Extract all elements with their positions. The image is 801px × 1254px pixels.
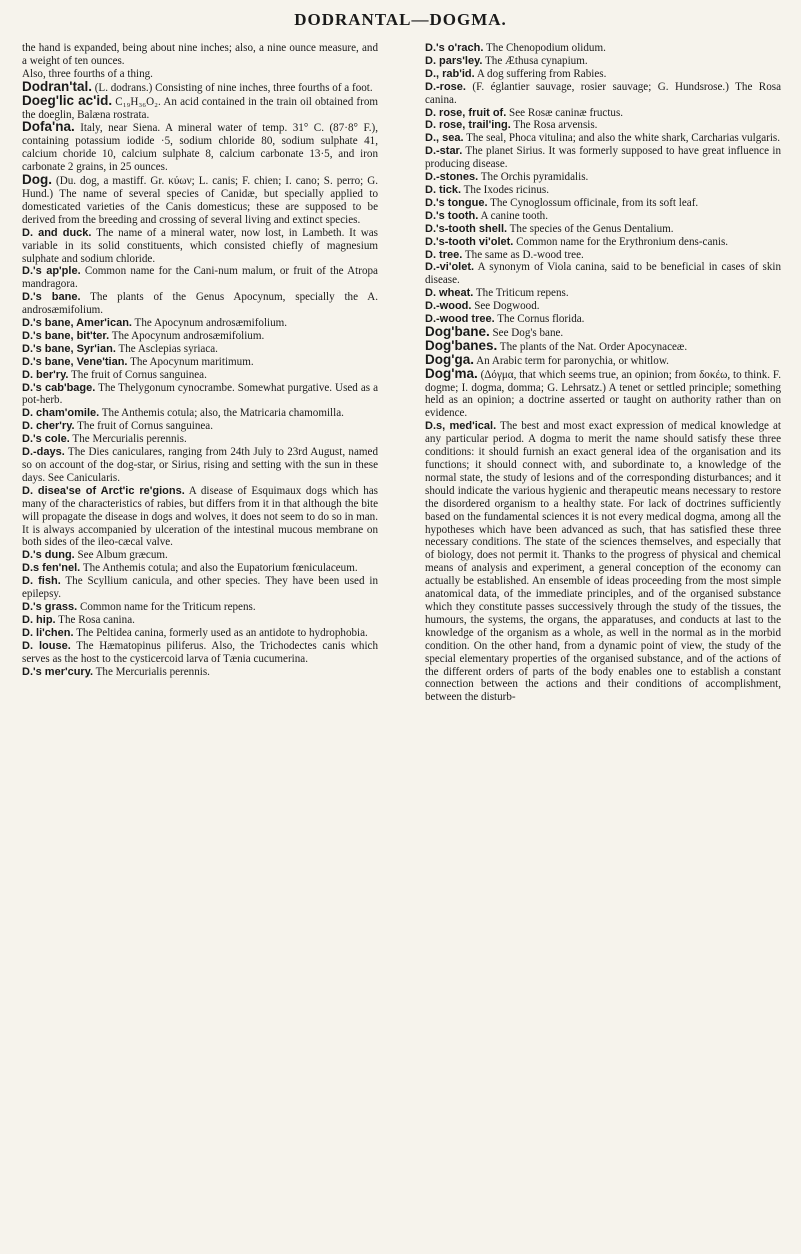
entry-definition: The planet Sirius. It was formerly supposed to have great influence in producing disease. bbox=[425, 145, 781, 171]
dictionary-entry bbox=[425, 42, 781, 55]
dictionary-entry bbox=[22, 420, 378, 433]
entry-headword: D.-stones. bbox=[425, 171, 479, 184]
dictionary-entry bbox=[22, 317, 378, 330]
entry-headword: D.-rose. bbox=[425, 80, 466, 93]
entry-headword: Dodran'tal. bbox=[22, 78, 92, 94]
entry-headword: D.-days. bbox=[22, 446, 65, 459]
entry-definition: The Scyllium canicula, and other species. They have been used in epilepsy. bbox=[22, 575, 378, 601]
entry-definition: See Dog's bane. bbox=[489, 326, 564, 339]
entry-definition: Common name for the Erythronium dens-canis. bbox=[513, 235, 729, 248]
entry-headword: D.'s tongue. bbox=[425, 196, 488, 209]
left-column bbox=[22, 42, 378, 678]
dictionary-entry bbox=[425, 420, 781, 704]
entry-definition: Also, three fourths of a thing. bbox=[22, 67, 153, 80]
dictionary-entry bbox=[425, 119, 781, 132]
entry-definition: The Mercurialis perennis. bbox=[93, 665, 210, 678]
entry-headword: D.-wood tree. bbox=[425, 313, 495, 326]
entry-headword: D., rab'id. bbox=[425, 67, 475, 80]
entry-headword: D.'s bane, Amer'ican. bbox=[22, 317, 132, 330]
dictionary-entry bbox=[22, 485, 378, 550]
dictionary-entry bbox=[22, 227, 378, 266]
entry-headword: D. pars'ley. bbox=[425, 54, 483, 67]
entry-definition: The Ixodes ricinus. bbox=[461, 183, 549, 196]
dictionary-entry bbox=[22, 265, 378, 291]
entry-headword: D. louse. bbox=[22, 639, 71, 652]
entry-definition: The name of a mineral water, now lost, in Lambeth. It was variable in its solid constituents, which consisted chiefly of magnesium sulphate and sodium chloride. bbox=[22, 226, 378, 265]
entry-headword: D. tree. bbox=[425, 248, 463, 261]
entry-headword: D.s fen'nel. bbox=[22, 562, 81, 575]
entry-headword: D. li'chen. bbox=[22, 626, 74, 639]
entry-definition: The Asclepias syriaca. bbox=[115, 342, 218, 355]
dictionary-entry bbox=[425, 236, 781, 249]
entry-headword: D.-vi'olet. bbox=[425, 261, 475, 274]
dictionary-entry bbox=[425, 197, 781, 210]
entry-headword: D. cham'omile. bbox=[22, 407, 100, 420]
entry-definition: The fruit of Cornus sanguinea. bbox=[74, 420, 213, 433]
entry-definition: See Rosæ caninæ fructus. bbox=[506, 106, 624, 119]
dictionary-entry bbox=[22, 174, 378, 227]
entry-headword: Dofa'na. bbox=[22, 119, 75, 135]
running-head: DODRANTAL—DOGMA. bbox=[294, 10, 507, 29]
dictionary-entry bbox=[22, 382, 378, 408]
entry-headword: D. and duck. bbox=[22, 226, 92, 239]
entry-definition: The species of the Genus Dentalium. bbox=[507, 222, 674, 235]
entry-headword: D.'s-tooth shell. bbox=[425, 222, 508, 235]
entry-headword: D.'s cole. bbox=[22, 433, 70, 446]
entry-definition: The Æthusa cynapium. bbox=[482, 54, 588, 67]
dictionary-entry bbox=[22, 666, 378, 679]
entry-definition: (L. dodrans.) Consisting of nine inches, three fourths of a foot. bbox=[91, 81, 373, 94]
entry-definition: The Peltidea canina, formerly used as an antidote to hydrophobia. bbox=[73, 626, 368, 639]
dictionary-entry bbox=[22, 640, 378, 666]
dictionary-entry bbox=[425, 300, 781, 313]
entry-headword: D.'s-tooth vi'olet. bbox=[425, 235, 514, 248]
entry-definition: (Du. dog, a mastiff. Gr. κύων; L. canis; F. chien; I. cano; S. perro; G. Hund.) The name of several species of Canidæ, but specially applied to domesticated varieties of the Canis domesticus; these are supposed to be derived from the breeding and crossing of several living and extinct species. bbox=[22, 175, 378, 226]
entry-definition: A disease of Esquimaux dogs which has many of the characteristics of rabies, but differs from it in that although the bite will propagate the disease in dogs and wolves, it does not seem to do so in man. It is always accompanied by ulceration of the intestinal mucous membrane on both sides of the ileo-cæcal valve. bbox=[22, 484, 378, 549]
dictionary-entry bbox=[425, 210, 781, 223]
entry-definition: Common name for the Cani-num malum, or fruit of the Atropa mandragora. bbox=[22, 265, 378, 291]
entry-definition: C₁₉H₃₆O₂. An acid contained in the train oil obtained from the doeglin, Balæna rostrata. bbox=[22, 95, 378, 121]
dictionary-entry bbox=[22, 614, 378, 627]
entry-headword: Dog'ga. bbox=[425, 351, 474, 367]
entry-definition: (F. églantier sauvage, rosier sauvage; G. Hundsrose.) The Rosa canina. bbox=[425, 80, 781, 106]
entry-headword: D.'s bane, Vene'tian. bbox=[22, 355, 128, 368]
entry-headword: D. hip. bbox=[22, 613, 56, 626]
dictionary-entry bbox=[22, 291, 378, 317]
dictionary-entry bbox=[22, 407, 378, 420]
dictionary-entry bbox=[22, 549, 378, 562]
entry-definition: The Chenopodium olidum. bbox=[483, 42, 606, 54]
dictionary-entry bbox=[425, 249, 781, 262]
dictionary-entry bbox=[425, 107, 781, 120]
entry-definition: A canine tooth. bbox=[478, 209, 548, 222]
entry-headword: D.-wood. bbox=[425, 300, 472, 313]
entry-definition: The Cynoglossum officinale, from its soft leaf. bbox=[487, 196, 699, 209]
entry-headword: D. fish. bbox=[22, 575, 61, 588]
dictionary-entry bbox=[425, 337, 781, 354]
dictionary-entry bbox=[425, 261, 781, 287]
entry-headword: Dog'ma. bbox=[425, 365, 478, 381]
dictionary-entry bbox=[22, 121, 378, 174]
entry-definition: The Apocynum maritimum. bbox=[127, 355, 254, 368]
entry-headword: D.'s bane. bbox=[22, 291, 81, 304]
entry-headword: Dog'banes. bbox=[425, 337, 498, 353]
dictionary-entry bbox=[425, 351, 781, 368]
dictionary-entry bbox=[22, 330, 378, 343]
entry-headword: D., sea. bbox=[425, 132, 464, 145]
entry-definition: Common name for the Triticum repens. bbox=[77, 600, 256, 613]
dictionary-entry bbox=[22, 92, 378, 122]
dictionary-entry bbox=[22, 601, 378, 614]
entry-definition: The Anthemis cotula; also, the Matricaria chamomilla. bbox=[99, 407, 344, 420]
entry-definition: The Triticum repens. bbox=[473, 287, 569, 300]
entry-definition: See Album græcum. bbox=[74, 549, 168, 562]
entry-headword: D. ber'ry. bbox=[22, 368, 69, 381]
dictionary-entry bbox=[22, 627, 378, 640]
entry-definition: The best and most exact expression of medical knowledge at any particular period. A dogma to merit the name should satisfy these three conditions: it should furnish an exact general idea of the organisation and its functions; it should connect with, and subordinate to, a knowledge of the normal state, the study of lesions and of the corresponding disturbances; and it should indicate the various hygienic and therapeutic means necessary to restore the disordered organism to a healthy state. For lack of doctrines sufficiently based on the fundamental sciences it is not every medical dogma, among all the hypotheses which have been advanced as such, that has satisfied these three necessary conditions. The state of the sciences themselves, and especially that of biology, does not permit it. Thanks to the progress of physical and chemical means of analysis and experiment, a general conception of the economy can actually be established. An ensemble of ideas proceeding from the most simple anatomical data, of the immediate principles, and of the organised substance which they constitute passes successively through the study of the tissues, the humours, the systems, the organs, the apparatuses, and conducts at last to the knowledge of the organism as a whole, as well in the normal as in the morbid condition. On the other hand, from a dynamic point of view, the study of the special elementary properties of the organised substance, and of the actions of the different orders of parts of the body enables one to establish a constant connection between the actions and their conditions of accomplishment, between the disturb- bbox=[425, 420, 781, 704]
entry-headword: D.'s bane, Syr'ian. bbox=[22, 342, 116, 355]
entry-headword: D.-star. bbox=[425, 145, 463, 158]
dictionary-entry bbox=[22, 42, 378, 68]
entry-headword: D.'s o'rach. bbox=[425, 42, 484, 54]
dictionary-entry bbox=[22, 369, 378, 382]
entry-definition: An Arabic term for paronychia, or whitlow. bbox=[473, 354, 669, 367]
entry-headword: D. tick. bbox=[425, 183, 462, 196]
entry-definition: the hand is expanded, being about nine inches; also, a nine ounce measure, and a weight of ten ounces. bbox=[22, 42, 378, 67]
entry-headword: D. disea'se of Arct'ic re'gions. bbox=[22, 484, 185, 497]
entry-definition: The Hæmatopinus piliferus. Also, the Trichodectes canis which serves as the host to the cysticercoid larva of Tænia cucumerina. bbox=[22, 639, 378, 665]
entry-definition: The plants of the Nat. Order Apocynaceæ. bbox=[497, 340, 688, 353]
entry-headword: D. cher'ry. bbox=[22, 420, 75, 433]
entry-headword: D.s, med'ical. bbox=[425, 420, 497, 433]
entry-headword: D.'s cab'bage. bbox=[22, 381, 96, 394]
entry-headword: D.'s bane, bit'ter. bbox=[22, 329, 110, 342]
dictionary-entry bbox=[22, 356, 378, 369]
entry-headword: D.'s mer'cury. bbox=[22, 665, 94, 678]
entry-definition: The Apocynum androsæmifolium. bbox=[109, 329, 265, 342]
dictionary-entry bbox=[425, 223, 781, 236]
entry-definition: The seal, Phoca vitulina; and also the white shark, Carcharias vulgaris. bbox=[463, 132, 781, 145]
dictionary-entry bbox=[425, 81, 781, 107]
dictionary-entry bbox=[22, 446, 378, 485]
entry-definition: The same as D.-wood tree. bbox=[462, 248, 584, 261]
entry-headword: D. rose, fruit of. bbox=[425, 106, 507, 119]
entry-headword: D.'s dung. bbox=[22, 549, 75, 562]
entry-definition: Italy, near Siena. A mineral water of temp. 31° C. (87·8° F.), containing potassium iodide ·5, sodium chloride 80, sodium sulphate 41, calcium choride 10, calcium sulphate 8, calcium carbonate 13·5, and iron carbonate 2 grains, in 25 ounces. bbox=[22, 122, 378, 174]
dictionary-entry bbox=[425, 55, 781, 68]
dictionary-entry bbox=[22, 562, 378, 575]
entry-headword: D.'s ap'ple. bbox=[22, 265, 81, 278]
dictionary-entry bbox=[425, 132, 781, 145]
dictionary-entry bbox=[22, 343, 378, 356]
entry-definition: The fruit of Cornus sanguinea. bbox=[68, 368, 207, 381]
entry-headword: Doeg'lic ac'id. bbox=[22, 92, 113, 108]
entry-definition: The Thelygonum cynocrambe. Somewhat purgative. Used as a pot-herb. bbox=[22, 381, 378, 407]
entry-headword: Dog. bbox=[22, 172, 52, 188]
entry-definition: The Rosa canina. bbox=[55, 613, 135, 626]
entry-definition: A dog suffering from Rabies. bbox=[474, 67, 607, 80]
entry-headword: D. wheat. bbox=[425, 287, 474, 300]
entry-definition: The Apocynum androsæmifolium. bbox=[131, 317, 288, 330]
dictionary-entry bbox=[22, 575, 378, 601]
dictionary-entry bbox=[425, 184, 781, 197]
dictionary-entry bbox=[425, 171, 781, 184]
entry-definition: The plants of the Genus Apocynum, specially the A. androsæmifolium. bbox=[22, 291, 378, 317]
entry-headword: Dog'bane. bbox=[425, 323, 490, 339]
dictionary-entry bbox=[425, 68, 781, 81]
entry-definition: See Dogwood. bbox=[471, 300, 540, 313]
entry-headword: D.'s grass. bbox=[22, 600, 78, 613]
entry-definition: The Anthemis cotula; and also the Eupatorium fœniculaceum. bbox=[80, 562, 358, 575]
entry-definition: The Cornus florida. bbox=[494, 313, 585, 326]
dictionary-entry bbox=[425, 287, 781, 300]
entry-definition: (Δόγμα, that which seems true, an opinion; from δοκέω, to think. F. dogme; I. dogma, domma; G. Lehrsatz.) A tenet or settled principle; something held as an opinion; a doctrine asserted or taught on authority rather than on evidence. bbox=[425, 368, 781, 420]
right-column bbox=[425, 42, 781, 704]
entry-headword: D. rose, trail'ing. bbox=[425, 119, 511, 132]
entry-definition: The Mercurialis perennis. bbox=[69, 433, 187, 446]
dictionary-entry bbox=[425, 365, 781, 421]
entry-definition: The Dies caniculares, ranging from 24th July to 23rd August, named so on account of the dog-star, or Sirius, rising and setting with the sun in these days. See Canicularis. bbox=[22, 446, 378, 484]
dictionary-entry bbox=[425, 145, 781, 171]
entry-headword: D.'s tooth. bbox=[425, 209, 479, 222]
entry-definition: The Rosa arvensis. bbox=[510, 119, 598, 132]
dictionary-entry bbox=[22, 433, 378, 446]
entry-definition: The Orchis pyramidalis. bbox=[478, 171, 589, 184]
entry-definition: A synonym of Viola canina, said to be beneficial in cases of skin disease. bbox=[425, 261, 781, 287]
